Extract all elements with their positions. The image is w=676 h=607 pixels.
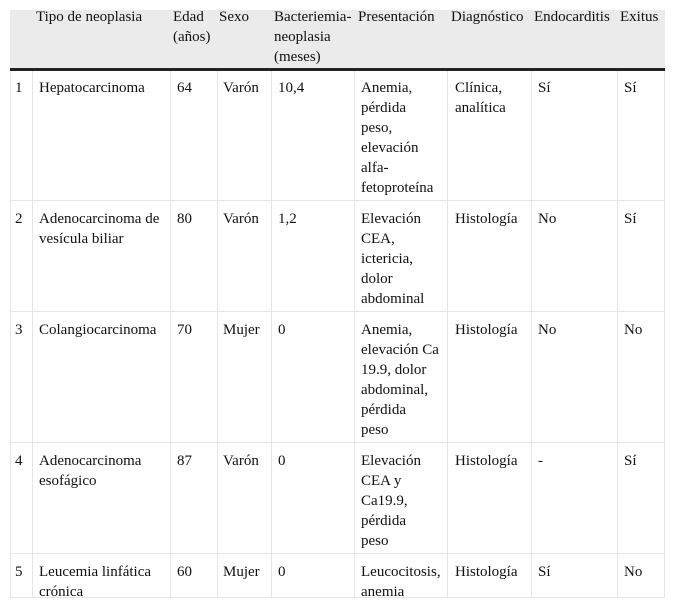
table-cell-pres-line: anemia (361, 584, 405, 600)
table-cell-pres-line: peso (361, 533, 389, 549)
table-cell-pres-line: elevación Ca (361, 342, 439, 358)
column-divider (271, 442, 272, 553)
table-cell-diag (455, 451, 518, 471)
column-divider (664, 553, 665, 597)
row-divider (10, 200, 665, 201)
table-cell-endo: No (538, 322, 557, 338)
table-cell-tipo-line: crónica (39, 584, 84, 600)
table-cell-sexo: Varón (223, 80, 259, 96)
column-divider (617, 442, 618, 553)
table-cell-sexo: Varón (223, 211, 259, 227)
header-diag: Diagnóstico (451, 9, 524, 25)
table-cell-tipo-line: Adenocarcinoma de (39, 211, 160, 227)
table-cell-pres-line: Leucocitosis, (361, 564, 441, 580)
table-cell-pres-line: alfa- (361, 160, 389, 176)
column-divider (664, 200, 665, 311)
column-divider (32, 553, 33, 597)
table-cell-pres-line: peso (361, 422, 389, 438)
table-cell-endo: Sí (538, 564, 551, 580)
column-divider (447, 553, 448, 597)
column-divider (664, 311, 665, 442)
table-cell-diag-line: Histología (455, 211, 518, 227)
table-cell-tipo (39, 78, 145, 98)
table-cell-n: 3 (15, 322, 23, 338)
column-divider (170, 442, 171, 553)
header-bact-line: (meses) (274, 49, 321, 65)
column-divider (217, 71, 218, 200)
table-cell-tipo-line: esofágico (39, 473, 97, 489)
header-tipo: Tipo de neoplasia (36, 9, 143, 25)
table-cell-edad: 60 (177, 564, 192, 580)
table-cell-pres-line: Anemia, (361, 80, 413, 96)
table-cell-bact: 0 (278, 564, 286, 580)
table-cell-tipo-line: Adenocarcinoma (39, 453, 142, 469)
column-divider (170, 71, 171, 200)
table-cell-tipo-line: Leucemia linfática (39, 564, 152, 580)
column-divider (354, 553, 355, 597)
column-divider (271, 200, 272, 311)
column-divider (354, 311, 355, 442)
table-cell-pres-line: peso, (361, 120, 393, 136)
column-divider (447, 311, 448, 442)
table-cell-edad: 70 (177, 322, 192, 338)
table-cell-pres (361, 209, 424, 309)
table-cell-pres-line: pérdida (361, 100, 406, 116)
table-cell-diag (455, 320, 518, 340)
column-divider (531, 553, 532, 597)
header-bact-line: Bacteriemia- (274, 9, 352, 25)
table-cell-tipo-line: Colangiocarcinoma (39, 322, 157, 338)
header-edad-line: Edad (173, 9, 204, 25)
table-cell-endo: - (538, 453, 543, 469)
column-divider (10, 311, 11, 442)
column-divider (32, 71, 33, 200)
table-cell-n: 5 (15, 564, 23, 580)
table-cell-pres-line: abdominal (361, 291, 425, 307)
column-divider (170, 553, 171, 597)
row-divider (10, 442, 665, 443)
column-divider (271, 71, 272, 200)
column-divider (617, 71, 618, 200)
table-cell-tipo (39, 320, 156, 340)
table-cell-pres-line: pérdida (361, 402, 406, 418)
table-cell-tipo-line: vesícula biliar (39, 231, 124, 247)
table-cell-pres-line: Ca19.9, (361, 493, 408, 509)
table-cell-pres-line: elevación (361, 140, 419, 156)
table-cell-pres-line: 19.9, dolor (361, 362, 427, 378)
table-cell-pres (361, 78, 433, 198)
header-pres: Presentación (358, 9, 435, 25)
table-cell-tipo-line: Hepatocarcinoma (39, 80, 145, 96)
table-cell-n: 1 (15, 80, 23, 96)
column-divider (32, 442, 33, 553)
table-cell-tipo (39, 451, 141, 491)
table-cell-exitus: No (624, 322, 643, 338)
table-cell-endo: Sí (538, 80, 551, 96)
column-divider (217, 553, 218, 597)
table-cell-diag-line: Histología (455, 564, 518, 580)
table-cell-exitus: No (624, 564, 643, 580)
table-cell-diag-line: Histología (455, 453, 518, 469)
column-divider (354, 200, 355, 311)
header-bact (274, 7, 351, 67)
header-exitus: Exitus (620, 9, 659, 25)
table-cell-n: 2 (15, 211, 23, 227)
header-edad-line: (años) (173, 29, 211, 45)
column-divider (531, 71, 532, 200)
table-cell-exitus: Sí (624, 211, 637, 227)
column-divider (617, 553, 618, 597)
table-cell-bact: 0 (278, 453, 286, 469)
table-cell-edad: 80 (177, 211, 192, 227)
row-divider (10, 553, 665, 554)
column-divider (32, 311, 33, 442)
table-cell-pres-line: abdominal, (361, 382, 429, 398)
column-divider (217, 200, 218, 311)
table-cell-pres-line: ictericia, (361, 251, 414, 267)
table-cell-edad: 64 (177, 80, 192, 96)
row-divider (10, 311, 665, 312)
table-cell-pres-line: pérdida (361, 513, 406, 529)
table-cell-pres-line: Anemia, (361, 322, 413, 338)
column-divider (617, 200, 618, 311)
table-cell-sexo: Mujer (223, 564, 260, 580)
table-cell-pres (361, 562, 441, 602)
table-cell-pres-line: fetoproteína (361, 180, 434, 196)
header-edad (173, 7, 211, 47)
column-divider (531, 442, 532, 553)
table-cell-pres-line: Elevación (361, 453, 421, 469)
column-divider (617, 311, 618, 442)
column-divider (271, 553, 272, 597)
table-cell-n: 4 (15, 453, 23, 469)
table-cell-edad: 87 (177, 453, 192, 469)
table-cell-tipo (39, 209, 159, 249)
column-divider (447, 71, 448, 200)
column-divider (170, 200, 171, 311)
column-divider (531, 200, 532, 311)
column-divider (170, 311, 171, 442)
column-divider (354, 442, 355, 553)
table-cell-diag-line: Clínica, (455, 80, 503, 96)
column-divider (447, 442, 448, 553)
column-divider (664, 71, 665, 200)
column-divider (354, 71, 355, 200)
table-cell-diag (455, 562, 518, 582)
header-sexo: Sexo (219, 9, 249, 25)
column-divider (447, 200, 448, 311)
table-cell-tipo (39, 562, 151, 602)
table-cell-pres (361, 451, 421, 551)
table-cell-pres-line: dolor (361, 271, 393, 287)
column-divider (271, 311, 272, 442)
table-cell-pres (361, 320, 439, 440)
table-cell-bact: 0 (278, 322, 286, 338)
table-cell-endo: No (538, 211, 557, 227)
table-cell-pres-line: CEA y (361, 473, 402, 489)
column-divider (10, 200, 11, 311)
table-cell-pres-line: CEA, (361, 231, 395, 247)
table-cell-exitus: Sí (624, 453, 637, 469)
table-cell-diag-line: Histología (455, 322, 518, 338)
table-cell-pres-line: Elevación (361, 211, 421, 227)
table-cell-diag-line: analítica (455, 100, 506, 116)
column-divider (664, 442, 665, 553)
column-divider (10, 442, 11, 553)
column-divider (217, 311, 218, 442)
table-cell-sexo: Varón (223, 453, 259, 469)
table-cell-sexo: Mujer (223, 322, 260, 338)
table-cell-bact: 1,2 (278, 211, 297, 227)
column-divider (32, 200, 33, 311)
header-endo: Endocarditis (534, 9, 610, 25)
table-cell-exitus: Sí (624, 80, 637, 96)
table-cell-diag (455, 209, 518, 229)
column-divider (531, 311, 532, 442)
column-divider (217, 442, 218, 553)
column-divider (10, 71, 11, 200)
header-bact-line: neoplasia (274, 29, 331, 45)
header-divider (10, 68, 665, 71)
column-divider (10, 553, 11, 597)
table-cell-diag (455, 78, 506, 118)
table-cell-bact: 10,4 (278, 80, 305, 96)
